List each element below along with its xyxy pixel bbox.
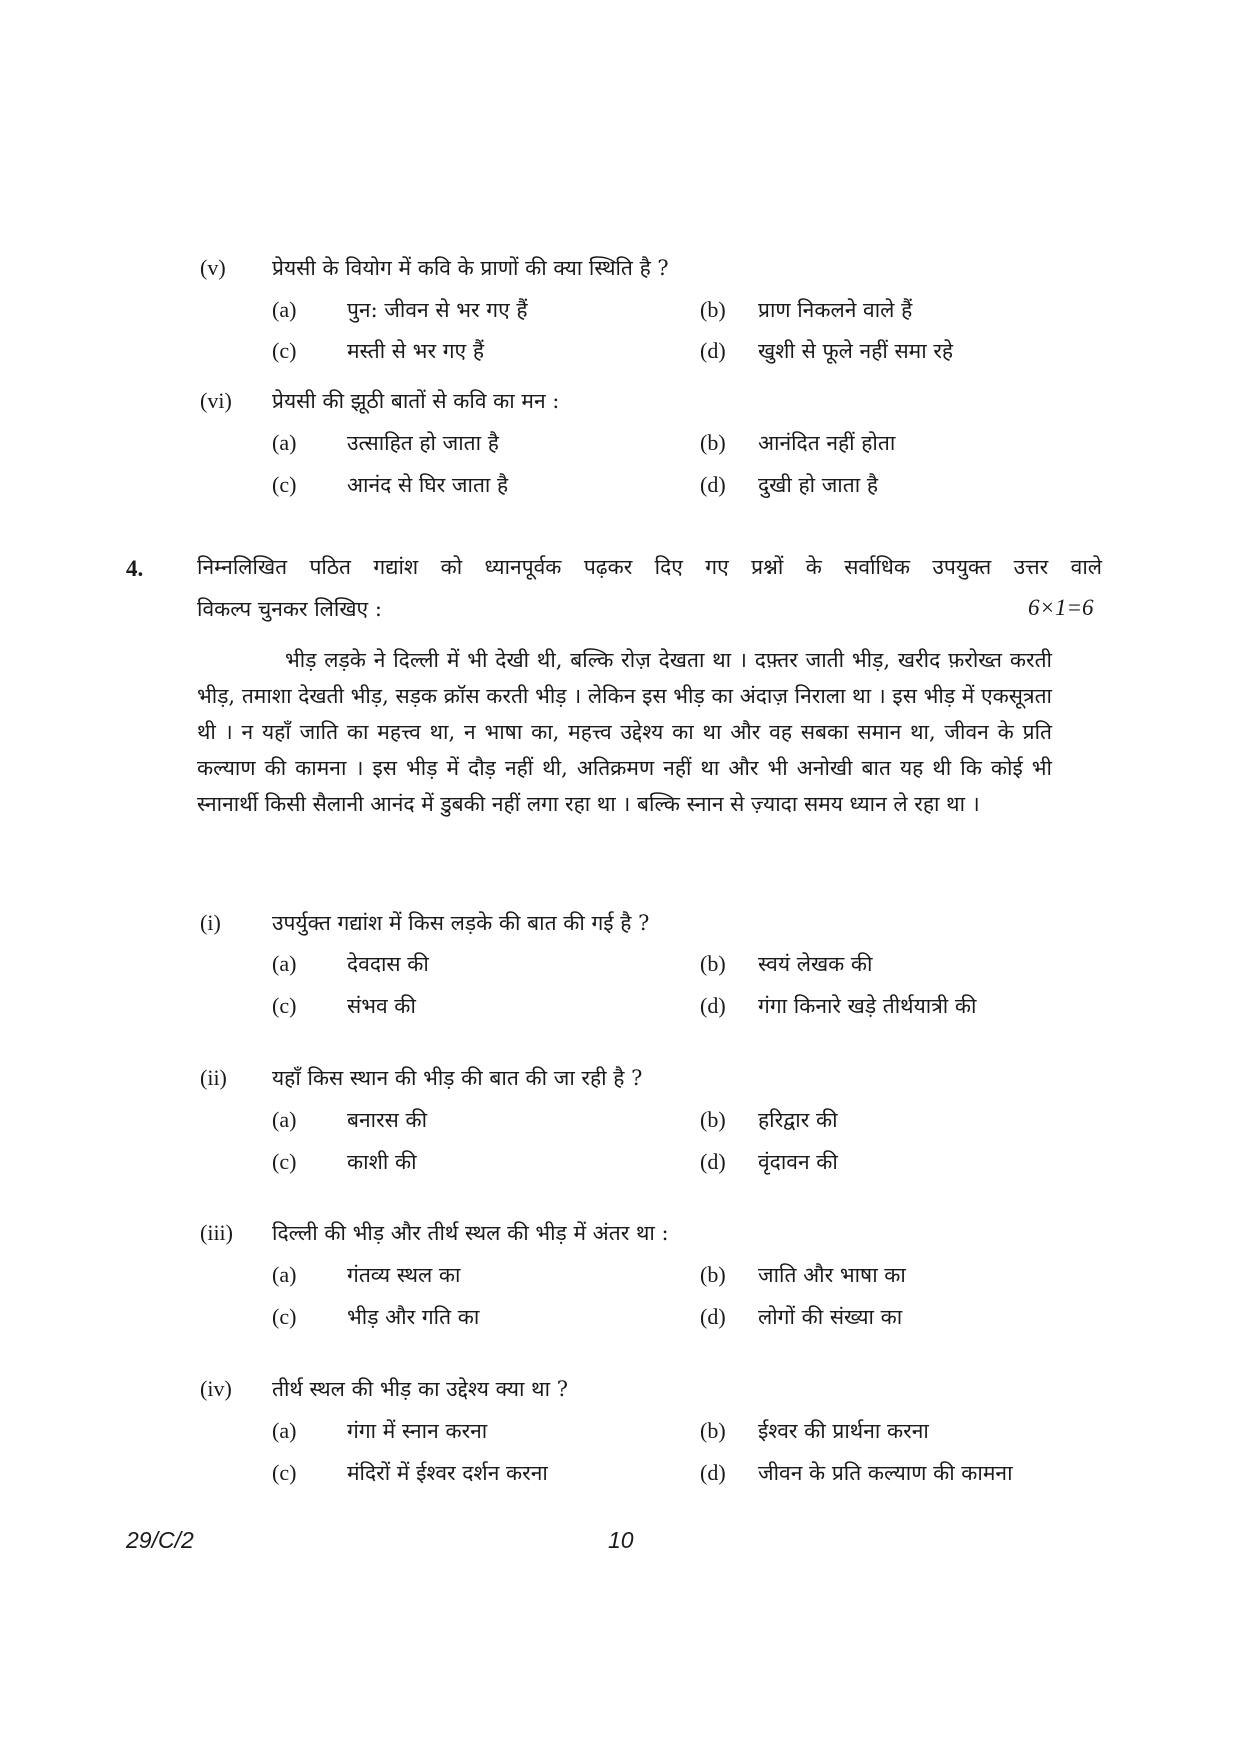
option-text: स्वयं लेखक की [758, 952, 873, 976]
option-text: आनंदित नहीं होता [758, 431, 896, 455]
option-label: (b) [700, 1107, 726, 1132]
option-text: गंगा में स्नान करना [347, 1419, 488, 1443]
option-text: हरिद्वार की [758, 1108, 838, 1132]
option-text: गंगा किनारे खड़े तीर्थयात्री की [758, 994, 977, 1018]
passage: भीड़ लड़के ने दिल्ली में भी देखी थी, बल्कि रोज़ देखता था । दफ़्तर जाती भीड़, खरीद फ़रोख्त करती भीड़, तमाशा देखती भीड़, सड़क क्रॉस करती भीड़ । लेकिन इस भीड़ का अंदाज़ निराला था । इस भीड़ में एकसूत्रता थी । न यहाँ जाति का महत्त्व था, न भाषा का, महत्त्व उद्देश्य का था और वह सबका समान था, जीवन के प्रति कल्याण की कामना । इस भीड़ में दौड़ नहीं थी, अतिक्रमण नहीं था और भी अनोखी बात यह थी कि कोई भी स्नानार्थी किसी सैलानी आनंद में डुबकी नहीं लगा रहा था । बल्कि स्नान से ज़्यादा समय ध्यान ले रहा था । [197, 648, 1052, 816]
option-text: आनंद से घिर जाता है [347, 473, 509, 497]
question-number: (vi) [200, 388, 232, 413]
option-text: मंदिरों में ईश्वर दर्शन करना [347, 1461, 548, 1485]
option-label: (b) [700, 297, 726, 322]
option-label: (b) [700, 1262, 726, 1287]
option-label: (d) [700, 472, 726, 497]
option-label: (a) [272, 951, 297, 976]
question-number: (ii) [200, 1065, 227, 1090]
question-text: यहाँ किस स्थान की भीड़ की बात की जा रही है ? [272, 1066, 643, 1090]
option-text: बनारस की [347, 1108, 428, 1132]
question-number: (iii) [200, 1220, 233, 1245]
option-text: ईश्वर की प्रार्थना करना [758, 1419, 929, 1443]
option-label: (a) [272, 1262, 297, 1287]
option-label: (d) [700, 993, 726, 1018]
option-label: (a) [272, 1107, 297, 1132]
option-label: (a) [272, 297, 297, 322]
option-label: (a) [272, 430, 297, 455]
option-text: जाति और भाषा का [758, 1263, 906, 1287]
option-label: (b) [700, 1418, 726, 1443]
option-text: दुखी हो जाता है [758, 473, 878, 497]
option-text: संभव की [347, 994, 416, 1018]
option-text: देवदास की [347, 952, 429, 976]
option-text: जीवन के प्रति कल्याण की कामना [758, 1461, 1013, 1485]
option-label: (b) [700, 430, 726, 455]
option-label: (b) [700, 951, 726, 976]
paper-code: 29/C/2 [126, 1527, 194, 1553]
page-number: 10 [608, 1527, 634, 1553]
marks-allocation: 6×1=6 [1028, 595, 1094, 620]
option-text: उत्साहित हो जाता है [347, 431, 499, 455]
question-instruction-cont: विकल्प चुनकर लिखिए : [197, 597, 382, 621]
option-label: (c) [272, 993, 297, 1018]
option-label: (c) [272, 1460, 297, 1485]
option-text: प्राण निकलने वाले हैं [758, 298, 913, 322]
option-text: लोगों की संख्या का [758, 1305, 903, 1329]
question-text: तीर्थ स्थल की भीड़ का उद्देश्य क्या था ? [272, 1377, 568, 1401]
option-text: खुशी से फूले नहीं समा रहे [758, 339, 954, 363]
question-text: प्रेयसी के वियोग में कवि के प्राणों की क्या स्थिति है ? [272, 256, 669, 280]
question-number-main: 4. [126, 556, 144, 581]
question-instruction: निम्नलिखित पठित गद्यांश को ध्यानपूर्वक पढ़कर दिए गए प्रश्नों के सर्वाधिक उपयुक्त उत्तर वाले [197, 555, 1102, 579]
question-number: (iv) [200, 1376, 232, 1401]
question-text: उपर्युक्त गद्यांश में किस लड़के की बात की गई है ? [272, 911, 650, 935]
question-number: (i) [200, 910, 221, 935]
option-text: काशी की [347, 1150, 417, 1174]
option-text: गंतव्य स्थल का [347, 1263, 461, 1287]
option-label: (c) [272, 472, 297, 497]
option-label: (c) [272, 1304, 297, 1329]
option-label: (c) [272, 1149, 297, 1174]
option-text: वृंदावन की [758, 1150, 838, 1174]
option-text: भीड़ और गति का [347, 1305, 480, 1329]
option-label: (c) [272, 338, 297, 363]
option-label: (d) [700, 338, 726, 363]
option-text: मस्ती से भर गए हैं [347, 339, 484, 363]
option-label: (d) [700, 1460, 726, 1485]
option-label: (d) [700, 1304, 726, 1329]
option-text: पुन: जीवन से भर गए हैं [347, 298, 528, 322]
option-label: (d) [700, 1149, 726, 1174]
question-text: प्रेयसी की झूठी बातों से कवि का मन : [272, 389, 560, 413]
option-label: (a) [272, 1418, 297, 1443]
question-text: दिल्ली की भीड़ और तीर्थ स्थल की भीड़ में अंतर था : [272, 1221, 669, 1245]
question-number: (v) [200, 255, 226, 280]
